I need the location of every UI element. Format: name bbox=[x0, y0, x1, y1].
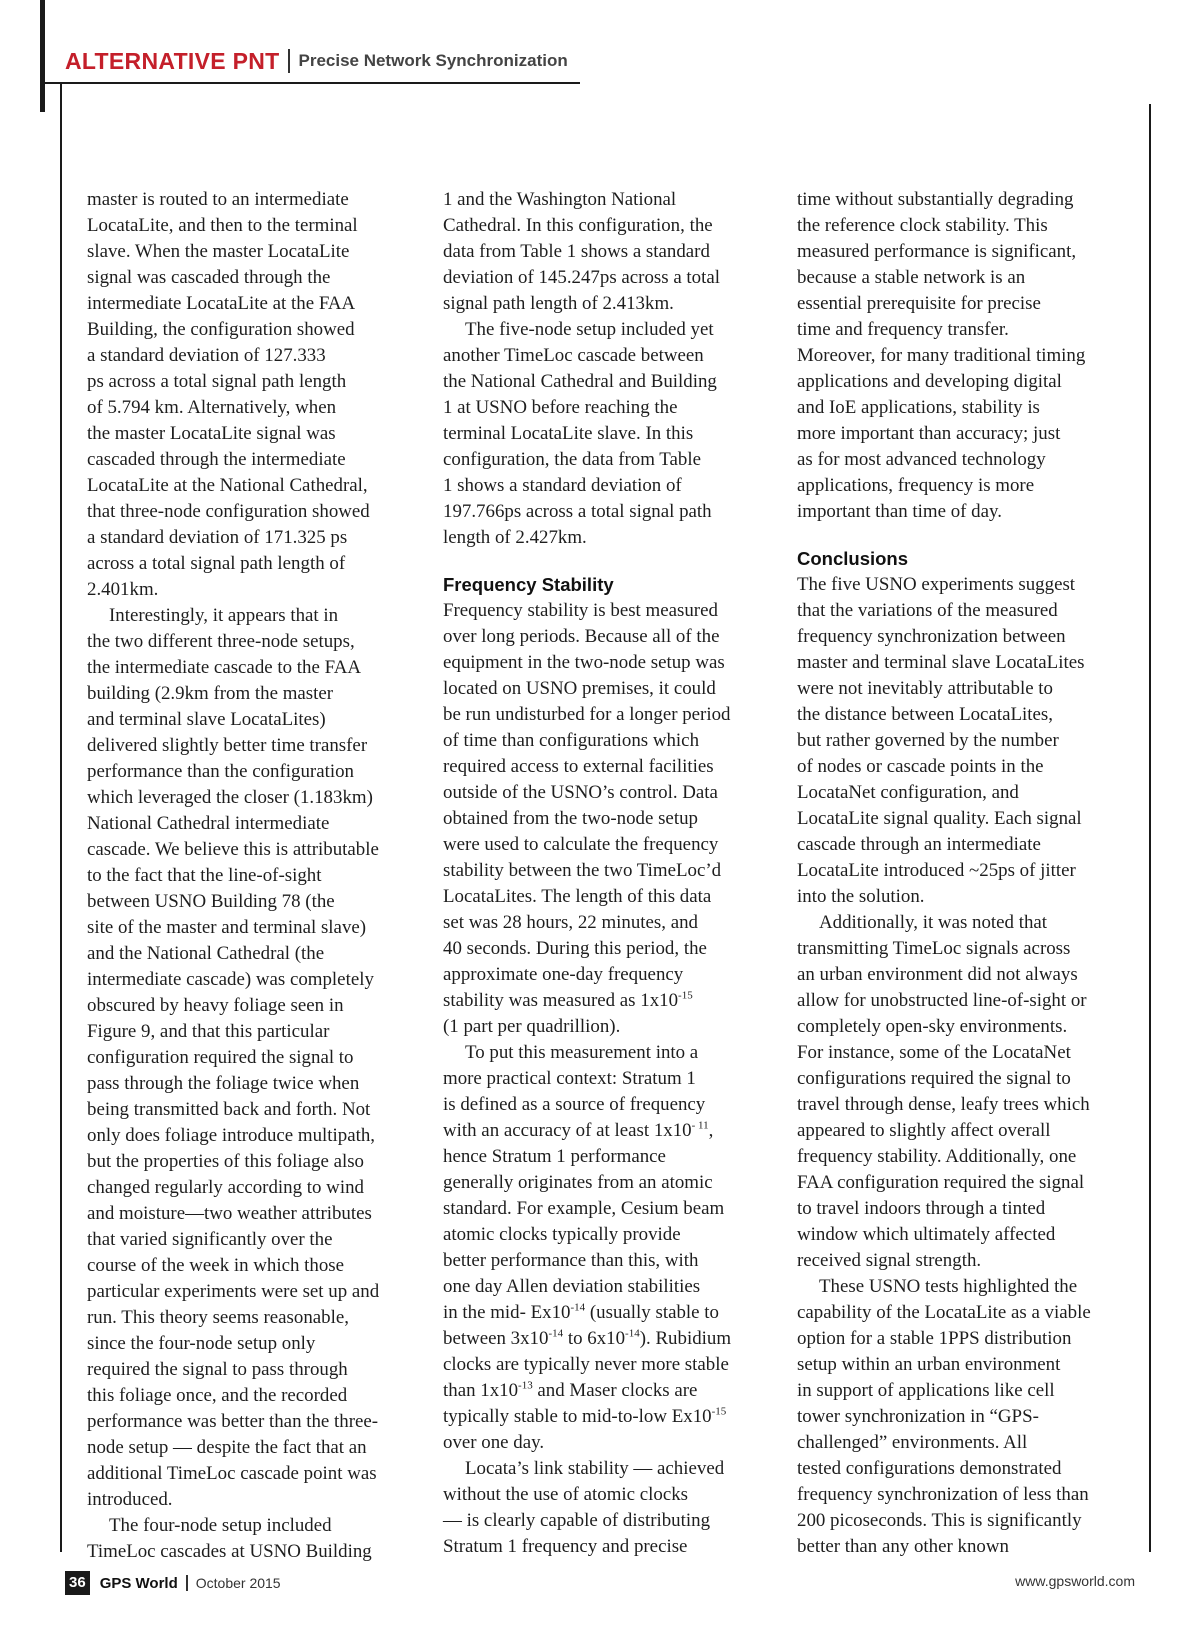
text-line: Frequency stability is best measured bbox=[443, 600, 718, 621]
text-line: important than time of day. bbox=[797, 501, 1002, 522]
text-line: across a total signal path length of bbox=[87, 553, 346, 574]
text-line: 1 and the Washington National bbox=[443, 189, 677, 210]
text-line: frequency synchronization of less than bbox=[797, 1484, 1089, 1505]
text-line: master is routed to an intermediate bbox=[87, 189, 349, 210]
page-number: 36 bbox=[65, 1571, 90, 1595]
text-line: being transmitted back and forth. Not bbox=[87, 1099, 371, 1120]
paragraph-lines bbox=[443, 598, 765, 988]
text-line: Interestingly, it appears that in bbox=[109, 605, 339, 626]
text-line: tested configurations demonstrated bbox=[797, 1458, 1062, 1479]
text-run: stability was measured as 1x10 bbox=[443, 990, 679, 1011]
text-line: travel through dense, leafy trees which bbox=[797, 1094, 1090, 1115]
text-line: equipment in the two-node setup was bbox=[443, 652, 725, 673]
text-line: tower synchronization in “GPS- bbox=[797, 1406, 1039, 1427]
text-line: of time than configurations which bbox=[443, 730, 700, 751]
text-line: the intermediate cascade to the FAA bbox=[87, 657, 361, 678]
text-line: only does foliage introduce multipath, bbox=[87, 1125, 376, 1146]
text-line: obtained from the two-node setup bbox=[443, 808, 698, 829]
text-line: which leveraged the closer (1.183km) bbox=[87, 787, 373, 808]
text-line: stability between the two TimeLoc’d bbox=[443, 860, 722, 881]
superscript: -14 bbox=[548, 1327, 564, 1340]
superscript: - 11 bbox=[691, 1119, 709, 1132]
text-run: with an accuracy of at least 1x10 bbox=[443, 1120, 692, 1141]
header-rule bbox=[40, 82, 580, 84]
text-line: 40 seconds. During this period, the bbox=[443, 938, 707, 959]
text-line: 197.766ps across a total signal path bbox=[443, 501, 712, 522]
text-line: The five USNO experiments suggest bbox=[797, 574, 1076, 595]
text-line: received signal strength. bbox=[797, 1250, 982, 1271]
text-line: appeared to slightly affect overall bbox=[797, 1120, 1051, 1141]
text-line: LocataNet configuration, and bbox=[797, 782, 1019, 803]
text-line: but the properties of this foliage also bbox=[87, 1151, 364, 1172]
text-line: cascade. We believe this is attributable bbox=[87, 839, 379, 860]
website-url: www.gpsworld.com bbox=[1015, 1573, 1135, 1589]
text-line: delivered slightly better time transfer bbox=[87, 735, 368, 756]
text-line: LocataLite introduced ~25ps of jitter bbox=[797, 860, 1076, 881]
text-line: master and terminal slave LocataLites bbox=[797, 652, 1085, 673]
text-line: Figure 9, and that this particular bbox=[87, 1021, 330, 1042]
text-line: National Cathedral intermediate bbox=[87, 813, 330, 834]
text-line: the two different three-node setups, bbox=[87, 631, 355, 652]
superscript: -14 bbox=[570, 1301, 586, 1314]
text-line: outside of the USNO’s control. Data bbox=[443, 782, 718, 803]
text-line: Moreover, for many traditional timing bbox=[797, 345, 1086, 366]
text-line: the master LocataLite signal was bbox=[87, 423, 336, 444]
text-line: 1 at USNO before reaching the bbox=[443, 397, 678, 418]
text-line: over one day. bbox=[443, 1432, 545, 1453]
text-column-1 bbox=[87, 187, 412, 1565]
text-line: hence Stratum 1 performance bbox=[443, 1146, 666, 1167]
text-line: configuration required the signal to bbox=[87, 1047, 354, 1068]
text-line: signal was cascaded through the bbox=[87, 267, 331, 288]
text-line: the distance between LocataLites, bbox=[797, 704, 1053, 725]
text-line: between USNO Building 78 (the bbox=[87, 891, 335, 912]
paragraph bbox=[797, 187, 1132, 525]
text-line: applications, frequency is more bbox=[797, 475, 1035, 496]
text-line: slave. When the master LocataLite bbox=[87, 241, 350, 262]
paragraph bbox=[443, 317, 765, 551]
text-line: window which ultimately affected bbox=[797, 1224, 1056, 1245]
running-header bbox=[65, 44, 568, 78]
text-line: and moisture—two weather attributes bbox=[87, 1203, 372, 1224]
text-line: generally originates from an atomic bbox=[443, 1172, 713, 1193]
text-line: that varied significantly over the bbox=[87, 1229, 333, 1250]
text-line: the National Cathedral and Building bbox=[443, 371, 717, 392]
text-line: better than any other known bbox=[797, 1536, 1009, 1557]
superscript: -15 bbox=[711, 1405, 727, 1418]
text-line: For instance, some of the LocataNet bbox=[797, 1042, 1071, 1063]
text-line: that the variations of the measured bbox=[797, 600, 1058, 621]
paragraph bbox=[443, 1040, 765, 1456]
paragraph bbox=[87, 1513, 412, 1565]
text-line: and terminal slave LocataLites) bbox=[87, 709, 326, 730]
text-line: — is clearly capable of distributing bbox=[443, 1510, 711, 1531]
text-line bbox=[443, 1118, 765, 1144]
text-line: LocataLites. The length of this data bbox=[443, 886, 712, 907]
text-line: course of the week in which those bbox=[87, 1255, 345, 1276]
text-line: To put this measurement into a bbox=[465, 1042, 699, 1063]
text-line: signal path length of 2.413km. bbox=[443, 293, 674, 314]
text-line: obscured by heavy foliage seen in bbox=[87, 995, 344, 1016]
text-line: set was 28 hours, 22 minutes, and bbox=[443, 912, 698, 933]
text-line: since the four-node setup only bbox=[87, 1333, 316, 1354]
text-line: to the fact that the line-of-sight bbox=[87, 865, 322, 886]
text-line: better performance than this, with bbox=[443, 1250, 699, 1271]
text-line: terminal LocataLite slave. In this bbox=[443, 423, 694, 444]
text-line: time and frequency transfer. bbox=[797, 319, 1009, 340]
text-line: The five-node setup included yet bbox=[465, 319, 714, 340]
paragraph bbox=[87, 603, 412, 1513]
text-line: introduced. bbox=[87, 1489, 173, 1510]
text-line: option for a stable 1PPS distribution bbox=[797, 1328, 1072, 1349]
text-line: changed regularly according to wind bbox=[87, 1177, 364, 1198]
text-line: frequency stability. Additionally, one bbox=[797, 1146, 1077, 1167]
text-line: length of 2.427km. bbox=[443, 527, 587, 548]
text-line: cascaded through the intermediate bbox=[87, 449, 346, 470]
text-line: standard. For example, Cesium beam bbox=[443, 1198, 725, 1219]
text-line: data from Table 1 shows a standard bbox=[443, 241, 710, 262]
text-line: LocataLite signal quality. Each signal bbox=[797, 808, 1082, 829]
text-line: deviation of 145.247ps across a total bbox=[443, 267, 721, 288]
text-line: These USNO tests highlighted the bbox=[819, 1276, 1078, 1297]
magazine-name: GPS World bbox=[99, 1574, 178, 1592]
text-line: time without substantially degrading bbox=[797, 189, 1074, 210]
text-line: the reference clock stability. This bbox=[797, 215, 1048, 236]
text-line: more important than accuracy; just bbox=[797, 423, 1061, 444]
superscript: -15 bbox=[678, 989, 693, 1002]
text-line: one day Allen deviation stabilities bbox=[443, 1276, 701, 1297]
text-line bbox=[443, 988, 765, 1014]
section-topic: Precise Network Synchronization bbox=[298, 51, 568, 70]
text-line: because a stable network is an bbox=[797, 267, 1026, 288]
superscript: -13 bbox=[518, 1379, 533, 1392]
text-line bbox=[443, 1326, 765, 1352]
text-line: Stratum 1 frequency and precise bbox=[443, 1536, 688, 1557]
text-line: approximate one-day frequency bbox=[443, 964, 684, 985]
text-line: atomic clocks typically provide bbox=[443, 1224, 681, 1245]
text-line: that three-node configuration showed bbox=[87, 501, 370, 522]
text-line: intermediate cascade) was completely bbox=[87, 969, 374, 990]
text-line: of 5.794 km. Alternatively, when bbox=[87, 397, 337, 418]
text-run: than 1x10 bbox=[443, 1380, 519, 1401]
text-line: were used to calculate the frequency bbox=[443, 834, 719, 855]
text-line: were not inevitably attributable to bbox=[797, 678, 1053, 699]
superscript: -14 bbox=[625, 1327, 640, 1340]
section-title: ALTERNATIVE PNT bbox=[65, 47, 280, 74]
text-line: a standard deviation of 171.325 ps bbox=[87, 527, 348, 548]
text-line: cascade through an intermediate bbox=[797, 834, 1041, 855]
header-separator bbox=[288, 49, 290, 73]
text-line: of nodes or cascade points in the bbox=[797, 756, 1044, 777]
header-vertical-bar bbox=[40, 0, 45, 112]
text-line bbox=[443, 1404, 765, 1430]
text-line: LocataLite, and then to the terminal bbox=[87, 215, 358, 236]
right-margin-rule bbox=[1149, 104, 1151, 1552]
issue-date: October 2015 bbox=[195, 1575, 281, 1591]
text-run: , bbox=[708, 1120, 714, 1141]
text-line: Locata’s link stability — achieved bbox=[465, 1458, 725, 1479]
section-heading-conclusions: Conclusions bbox=[797, 548, 909, 569]
text-line: but rather governed by the number bbox=[797, 730, 1059, 751]
text-line: performance was better than the three- bbox=[87, 1411, 379, 1432]
text-line: 200 picoseconds. This is significantly bbox=[797, 1510, 1082, 1531]
text-line: site of the master and terminal slave) bbox=[87, 917, 367, 938]
text-line: this foliage once, and the recorded bbox=[87, 1385, 348, 1406]
footer-folio bbox=[65, 1570, 281, 1596]
text-line: additional TimeLoc cascade point was bbox=[87, 1463, 377, 1484]
footer-separator bbox=[186, 1575, 188, 1591]
text-line: applications and developing digital bbox=[797, 371, 1062, 392]
text-line: 2.401km. bbox=[87, 579, 159, 600]
text-line: setup within an urban environment bbox=[797, 1354, 1061, 1375]
text-line: required the signal to pass through bbox=[87, 1359, 348, 1380]
text-line: intermediate LocataLite at the FAA bbox=[87, 293, 356, 314]
text-line: and IoE applications, stability is bbox=[797, 397, 1040, 418]
paragraph bbox=[443, 187, 765, 317]
text-line: located on USNO premises, it could bbox=[443, 678, 716, 699]
text-line: transmitting TimeLoc signals across bbox=[797, 938, 1071, 959]
paragraph bbox=[87, 187, 412, 603]
text-line bbox=[443, 1378, 765, 1404]
text-line: and the National Cathedral (the bbox=[87, 943, 325, 964]
paragraph bbox=[797, 572, 1132, 910]
paragraph bbox=[797, 1274, 1132, 1560]
text-line: building (2.9km from the master bbox=[87, 683, 334, 704]
text-line: to travel indoors through a tinted bbox=[797, 1198, 1046, 1219]
text-run: (usually stable to bbox=[585, 1302, 719, 1323]
text-line: an urban environment did not always bbox=[797, 964, 1078, 985]
text-column-3 bbox=[797, 187, 1132, 1560]
text-run: and Maser clocks are bbox=[532, 1380, 698, 1401]
text-line: clocks are typically never more stable bbox=[443, 1354, 729, 1375]
text-line: essential prerequisite for precise bbox=[797, 293, 1041, 314]
text-line: configuration, the data from Table bbox=[443, 449, 701, 470]
text-line: into the solution. bbox=[797, 886, 925, 907]
paragraph bbox=[797, 910, 1132, 1274]
text-line: in support of applications like cell bbox=[797, 1380, 1055, 1401]
text-line: challenged” environments. All bbox=[797, 1432, 1028, 1453]
text-line: a standard deviation of 127.333 bbox=[87, 345, 326, 366]
text-run: in the mid- Ex10 bbox=[443, 1302, 571, 1323]
text-line: allow for unobstructed line-of-sight or bbox=[797, 990, 1087, 1011]
text-line: frequency synchronization between bbox=[797, 626, 1066, 647]
text-line: without the use of atomic clocks bbox=[443, 1484, 688, 1505]
text-line: performance than the configuration bbox=[87, 761, 354, 782]
text-line: Cathedral. In this configuration, the bbox=[443, 215, 713, 236]
text-line: FAA configuration required the signal bbox=[797, 1172, 1085, 1193]
text-column-2 bbox=[443, 187, 765, 1560]
text-line: over long periods. Because all of the bbox=[443, 626, 720, 647]
text-line: required access to external facilities bbox=[443, 756, 714, 777]
text-line: Additionally, it was noted that bbox=[819, 912, 1048, 933]
paragraph bbox=[443, 598, 765, 1040]
text-line: Building, the configuration showed bbox=[87, 319, 355, 340]
text-line: more practical context: Stratum 1 bbox=[443, 1068, 696, 1089]
text-line: (1 part per quadrillion). bbox=[443, 1016, 621, 1037]
text-run: ). Rubidium bbox=[639, 1328, 732, 1349]
text-line bbox=[443, 1300, 765, 1326]
text-run: typically stable to mid-to-low Ex10 bbox=[443, 1406, 712, 1427]
text-run: to 6x10 bbox=[563, 1328, 626, 1349]
paragraph bbox=[443, 1456, 765, 1560]
text-line: TimeLoc cascades at USNO Building bbox=[87, 1541, 372, 1562]
text-line: completely open-sky environments. bbox=[797, 1016, 1068, 1037]
text-line: be run undisturbed for a longer period bbox=[443, 704, 731, 725]
text-line: node setup — despite the fact that an bbox=[87, 1437, 367, 1458]
text-line: measured performance is significant, bbox=[797, 241, 1077, 262]
text-line: is defined as a source of frequency bbox=[443, 1094, 706, 1115]
left-margin-rule bbox=[60, 84, 62, 1552]
text-run: between 3x10 bbox=[443, 1328, 549, 1349]
section-heading-frequency-stability: Frequency Stability bbox=[443, 574, 614, 595]
text-line: as for most advanced technology bbox=[797, 449, 1046, 470]
text-line: The four-node setup included bbox=[109, 1515, 332, 1536]
text-line: particular experiments were set up and bbox=[87, 1281, 380, 1302]
text-line: LocataLite at the National Cathedral, bbox=[87, 475, 368, 496]
text-line: pass through the foliage twice when bbox=[87, 1073, 360, 1094]
text-line: ps across a total signal path length bbox=[87, 371, 347, 392]
text-line: configurations required the signal to bbox=[797, 1068, 1071, 1089]
text-line: run. This theory seems reasonable, bbox=[87, 1307, 349, 1328]
text-line: 1 shows a standard deviation of bbox=[443, 475, 682, 496]
text-line: capability of the LocataLite as a viable bbox=[797, 1302, 1091, 1323]
text-line: another TimeLoc cascade between bbox=[443, 345, 704, 366]
